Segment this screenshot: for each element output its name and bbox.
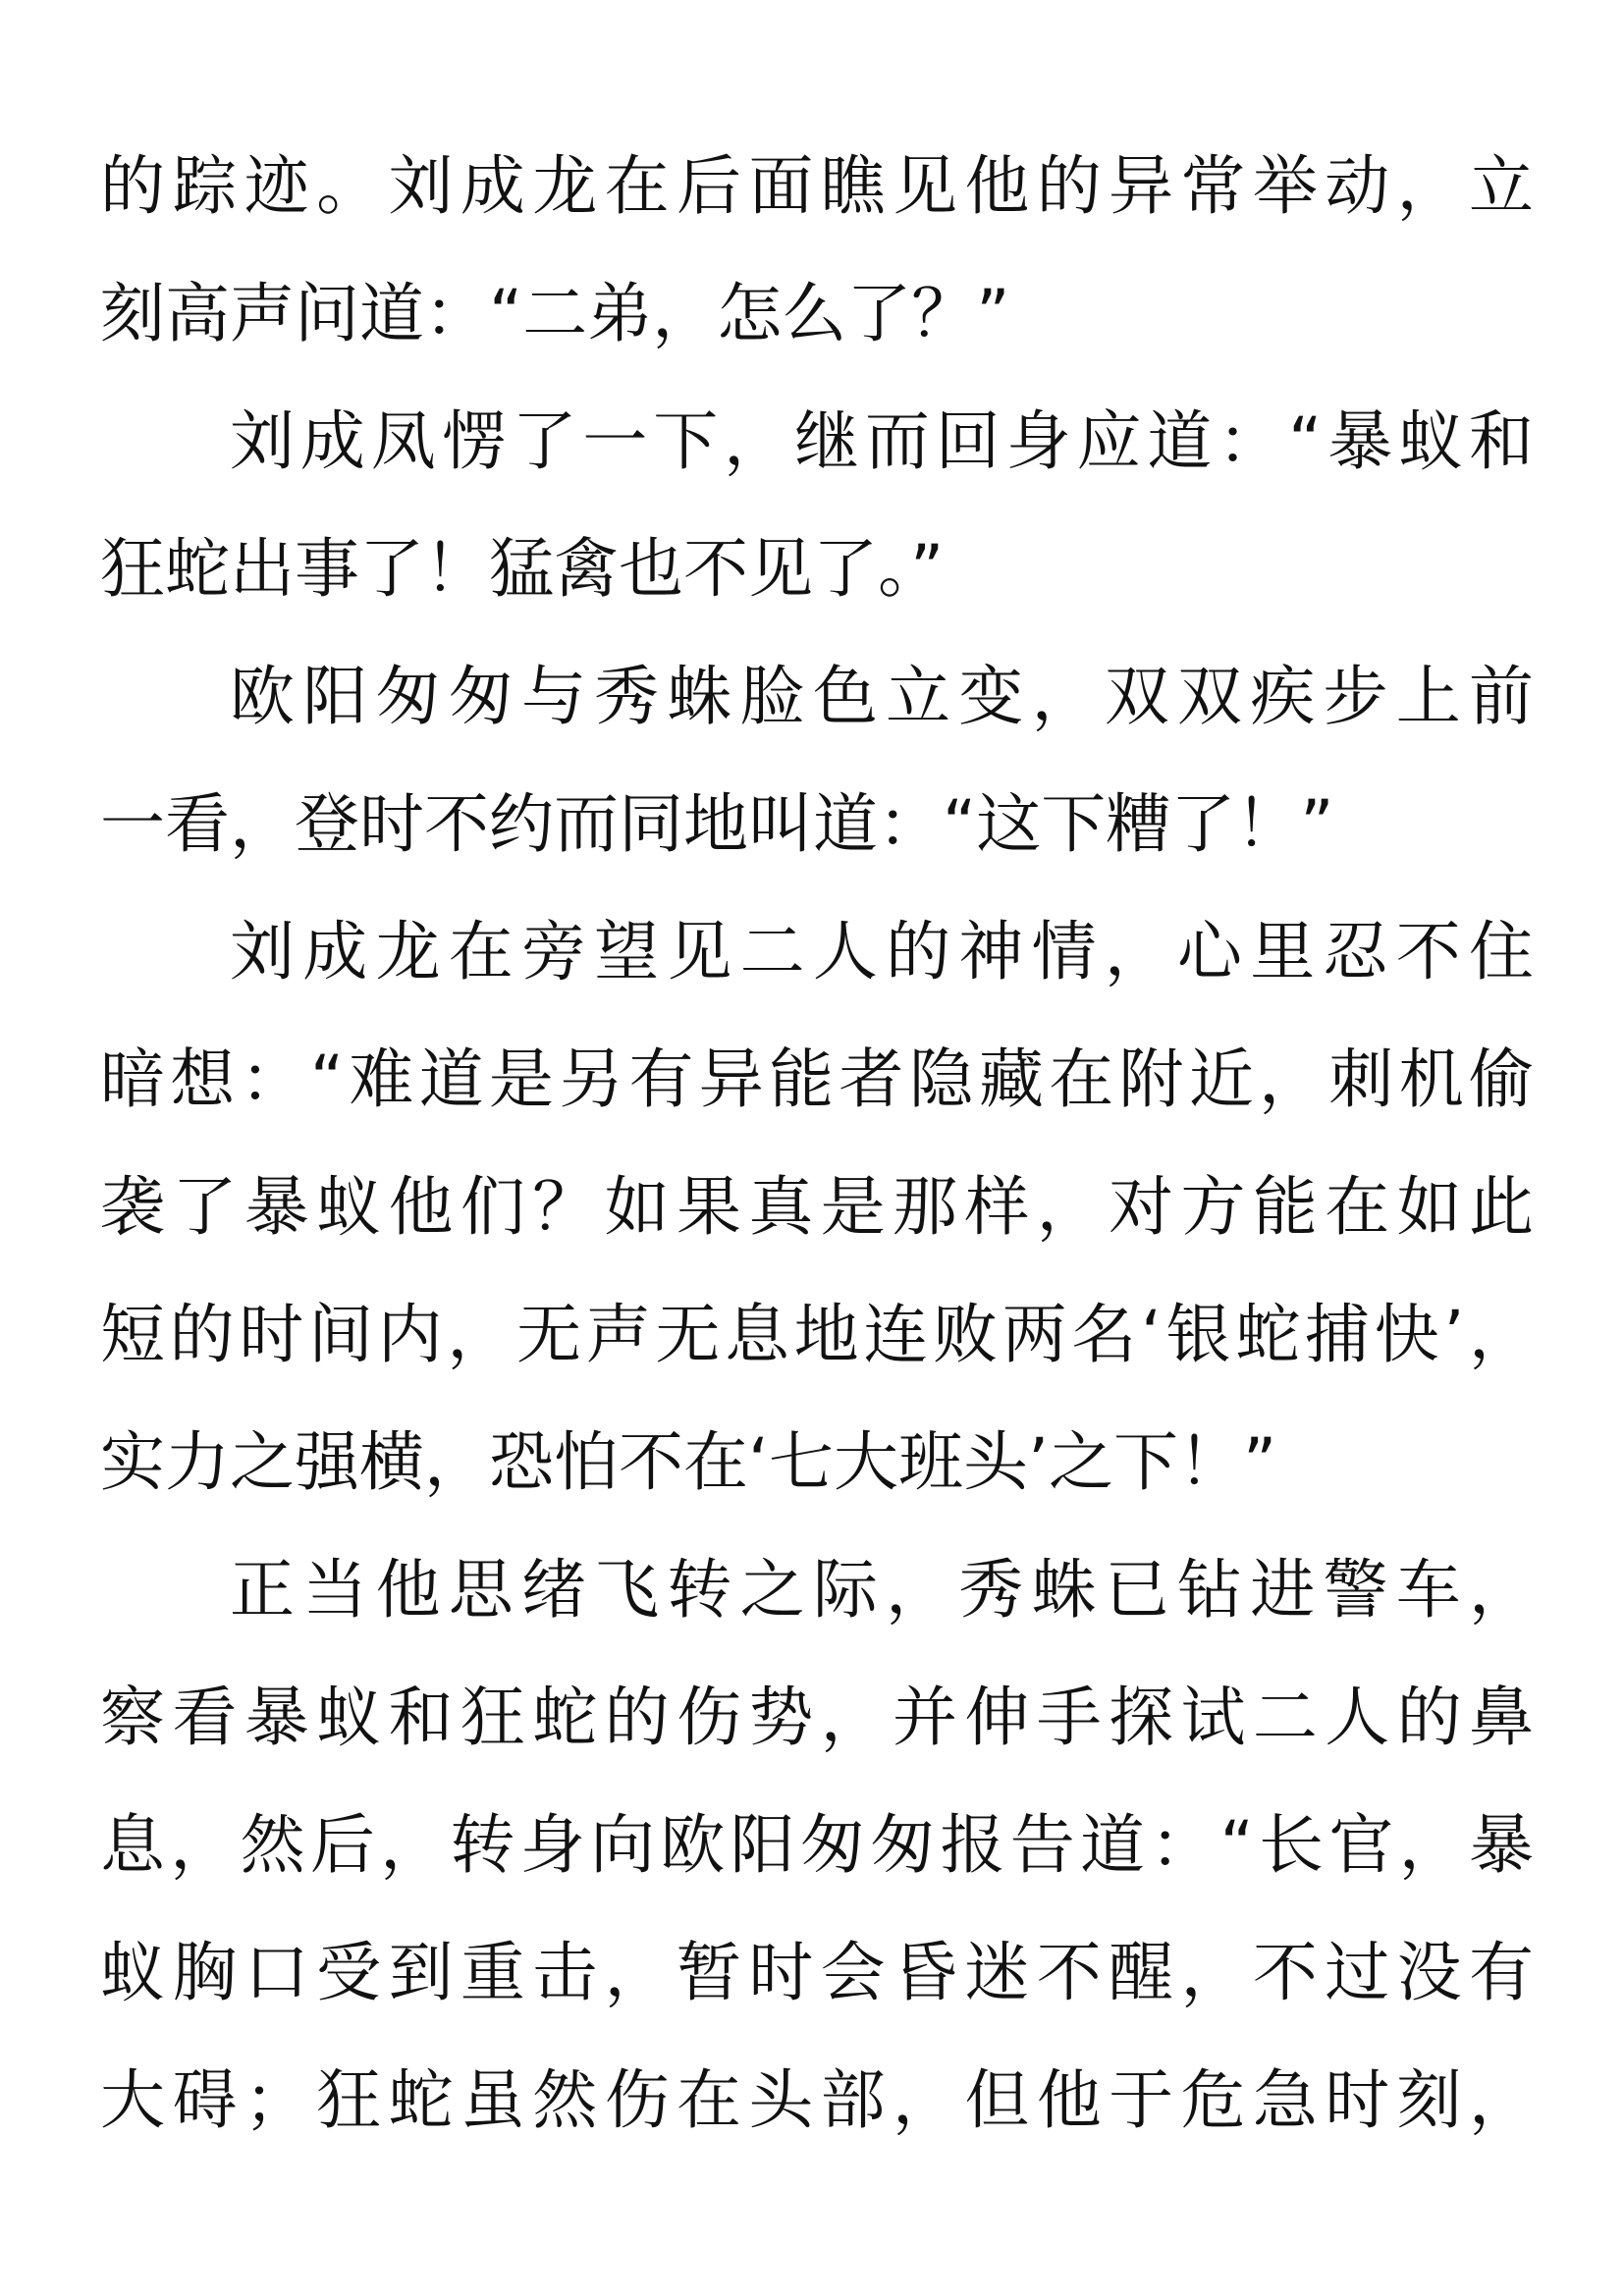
body-text [100,123,1534,2164]
text-line: 一看，登时不约而同地叫道：“这下糟了！” [100,786,1334,862]
text-line: 狂蛇出事了！猛禽也不见了。” [100,531,945,607]
text-line: 实力之强横，恐怕不在‘七大班头’之下！” [100,1424,1277,1500]
text-line: 蚁胸口受到重击，暂时会昏迷不醒，不过没有 [100,1935,1534,2010]
text-line: 刻高声问道：“二弟，怎么了？” [100,276,1010,351]
text-line: 的踪迹。刘成龙在后面瞧见他的异常举动，立 [100,148,1534,224]
paragraph-first-line: 刘成龙在旁望见二人的神情，心里忍不住 [230,914,1534,989]
text-line: 袭了暴蚁他们？如果真是那样，对方能在如此 [100,1169,1534,1245]
paragraph-first-line: 正当他思绪飞转之际，秀蛛已钻进警车， [230,1552,1534,1628]
paragraph-first-line: 刘成凤愣了一下，继而回身应道：“暴蚁和 [230,403,1534,479]
text-line: 暗想：“难道是另有异能者隐藏在附近，刺机偷 [100,1041,1534,1117]
text-line: 察看暴蚁和狂蛇的伤势，并伸手探试二人的鼻 [100,1680,1534,1755]
text-line: 短的时间内，无声无息地连败两名‘银蛇捕快’， [100,1297,1534,1372]
text-line: 大碍；狂蛇虽然伤在头部，但他于危急时刻， [100,2062,1534,2138]
text-line: 息，然后，转身向欧阳匆匆报告道：“长官，暴 [100,1807,1534,1883]
paragraph-first-line: 欧阳匆匆与秀蛛脸色立变，双双疾步上前 [230,659,1534,734]
